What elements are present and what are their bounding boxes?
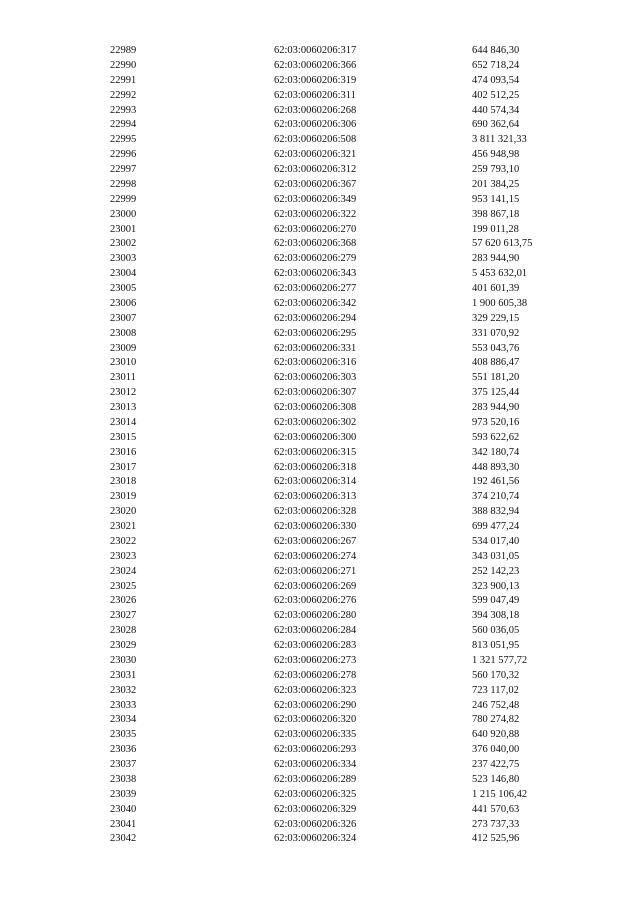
cadastral-number: 62:03:0060206:293	[274, 744, 357, 756]
cadastral-number: 62:03:0060206:320	[274, 714, 357, 726]
cadastral-value: 342 180,74	[472, 446, 520, 458]
cadastral-number: 62:03:0060206:349	[274, 193, 357, 205]
table-row	[110, 580, 590, 595]
table-row	[110, 475, 590, 490]
row-number: 22995	[110, 134, 137, 146]
cadastral-number: 62:03:0060206:314	[274, 476, 357, 488]
cadastral-value: 237 422,75	[472, 759, 520, 770]
cadastral-value: 376 040,00	[472, 744, 520, 756]
cadastral-value: 593 622,62	[472, 431, 520, 443]
table-row	[110, 342, 590, 357]
cadastral-number: 62:03:0060206:289	[274, 773, 357, 785]
table-row	[110, 505, 590, 520]
row-number: 23012	[110, 387, 137, 399]
cadastral-number: 62:03:0060206:316	[274, 357, 357, 369]
table-row	[110, 684, 590, 699]
row-number: 23033	[110, 699, 137, 711]
cadastral-number: 62:03:0060206:267	[274, 535, 357, 547]
cadastral-number: 62:03:0060206:324	[274, 833, 357, 845]
cadastral-value: 523 146,80	[472, 773, 520, 785]
row-number: 23035	[110, 729, 137, 741]
table-row	[110, 312, 590, 327]
cadastral-value: 1 321 577,72	[472, 654, 528, 666]
table-row	[110, 461, 590, 476]
table-row	[110, 74, 590, 89]
table-row	[110, 431, 590, 446]
cadastral-value: 192 461,56	[472, 476, 520, 488]
table-row	[110, 371, 590, 386]
cadastral-number: 62:03:0060206:290	[274, 699, 357, 711]
table-row	[110, 713, 590, 728]
table-row	[110, 803, 590, 818]
table-row	[110, 252, 590, 267]
cadastral-value: 412 525,96	[472, 833, 520, 845]
cadastral-number: 62:03:0060206:313	[274, 491, 357, 503]
row-number: 23032	[110, 684, 137, 696]
row-number: 23013	[110, 402, 137, 413]
cadastral-number: 62:03:0060206:302	[274, 416, 357, 428]
cadastral-value: 402 512,25	[472, 89, 520, 101]
table-row	[110, 327, 590, 342]
table-row	[110, 237, 590, 252]
cadastral-number: 62:03:0060206:325	[274, 788, 357, 800]
table-row	[110, 490, 590, 505]
cadastral-value: 57 620 613,75	[472, 238, 533, 250]
cadastral-number: 62:03:0060206:331	[274, 342, 357, 354]
cadastral-value: 560 170,32	[472, 669, 520, 681]
cadastral-number: 62:03:0060206:342	[274, 297, 357, 309]
cadastral-number: 62:03:0060206:329	[274, 803, 357, 815]
cadastral-value: 456 948,98	[472, 149, 520, 161]
cadastral-value: 408 886,47	[472, 357, 520, 369]
cadastral-value: 640 920,88	[472, 729, 520, 741]
row-number: 22991	[110, 74, 137, 86]
row-number: 22992	[110, 89, 137, 101]
row-number: 23014	[110, 416, 137, 428]
table-row	[110, 104, 590, 119]
table-row	[110, 758, 590, 773]
cadastral-value: 813 051,95	[472, 640, 520, 651]
cadastral-value: 283 944,90	[472, 253, 520, 265]
row-number: 23003	[110, 253, 137, 265]
cadastral-value: 375 125,44	[472, 387, 520, 399]
row-number: 23023	[110, 550, 137, 562]
row-number: 23027	[110, 610, 137, 622]
row-number: 22999	[110, 193, 137, 205]
cadastral-number: 62:03:0060206:318	[274, 461, 357, 473]
cadastral-value: 560 036,05	[472, 625, 520, 637]
table-row	[110, 44, 590, 59]
cadastral-value: 780 274,82	[472, 714, 520, 726]
row-number: 22993	[110, 104, 137, 116]
cadastral-value: 440 574,34	[472, 104, 520, 116]
table-row	[110, 178, 590, 193]
row-number: 23005	[110, 283, 137, 294]
cadastral-value: 331 070,92	[472, 327, 520, 339]
row-number: 23029	[110, 640, 137, 651]
row-number: 23036	[110, 744, 137, 756]
cadastral-number: 62:03:0060206:321	[274, 149, 357, 161]
cadastral-value: 388 832,94	[472, 506, 520, 518]
cadastral-number: 62:03:0060206:368	[274, 238, 357, 250]
cadastral-value: 699 477,24	[472, 521, 520, 532]
cadastral-number: 62:03:0060206:268	[274, 104, 357, 116]
table-row	[110, 282, 590, 297]
table-row	[110, 148, 590, 163]
row-number: 23008	[110, 327, 137, 339]
row-number: 23022	[110, 535, 137, 547]
table-row	[110, 535, 590, 550]
cadastral-value-table	[110, 44, 590, 847]
cadastral-number: 62:03:0060206:280	[274, 610, 357, 622]
table-row	[110, 133, 590, 148]
table-row	[110, 163, 590, 178]
row-number: 23015	[110, 431, 137, 443]
cadastral-number: 62:03:0060206:303	[274, 372, 357, 384]
row-number: 23041	[110, 818, 137, 830]
cadastral-value: 394 308,18	[472, 610, 520, 622]
cadastral-number: 62:03:0060206:335	[274, 729, 357, 741]
cadastral-value: 474 093,54	[472, 74, 520, 86]
cadastral-number: 62:03:0060206:367	[274, 178, 357, 190]
table-row	[110, 550, 590, 565]
cadastral-number: 62:03:0060206:274	[274, 550, 357, 562]
row-number: 23026	[110, 595, 137, 607]
table-row	[110, 267, 590, 282]
row-number: 23025	[110, 580, 137, 592]
row-number: 23006	[110, 297, 137, 309]
cadastral-value: 5 453 632,01	[472, 268, 528, 280]
cadastral-value: 259 793,10	[472, 164, 520, 175]
cadastral-value: 973 520,16	[472, 416, 520, 428]
table-row	[110, 594, 590, 609]
row-number: 23038	[110, 773, 137, 785]
row-number: 23010	[110, 357, 137, 369]
cadastral-value: 329 229,15	[472, 312, 520, 324]
table-row	[110, 728, 590, 743]
cadastral-value: 343 031,05	[472, 550, 520, 562]
cadastral-number: 62:03:0060206:270	[274, 223, 357, 235]
cadastral-value: 553 043,76	[472, 342, 520, 354]
cadastral-number: 62:03:0060206:326	[274, 818, 357, 830]
row-number: 23031	[110, 669, 137, 681]
cadastral-value: 690 362,64	[472, 119, 520, 131]
row-number: 22998	[110, 178, 137, 190]
row-number: 23009	[110, 342, 137, 354]
table-row	[110, 669, 590, 684]
cadastral-number: 62:03:0060206:276	[274, 595, 357, 607]
cadastral-number: 62:03:0060206:330	[274, 521, 357, 532]
row-number: 22990	[110, 59, 137, 71]
table-row	[110, 609, 590, 624]
cadastral-number: 62:03:0060206:283	[274, 640, 357, 651]
cadastral-number: 62:03:0060206:284	[274, 625, 357, 637]
cadastral-number: 62:03:0060206:278	[274, 669, 357, 681]
cadastral-number: 62:03:0060206:319	[274, 74, 357, 86]
table-row	[110, 401, 590, 416]
cadastral-number: 62:03:0060206:271	[274, 565, 357, 577]
row-number: 23017	[110, 461, 137, 473]
row-number: 22996	[110, 149, 137, 161]
table-row	[110, 639, 590, 654]
row-number: 23039	[110, 788, 137, 800]
cadastral-number: 62:03:0060206:366	[274, 59, 357, 71]
table-row	[110, 386, 590, 401]
cadastral-value: 551 181,20	[472, 372, 520, 384]
row-number: 23034	[110, 714, 137, 726]
cadastral-number: 62:03:0060206:317	[274, 45, 357, 56]
cadastral-number: 62:03:0060206:312	[274, 164, 357, 175]
row-number: 23030	[110, 654, 137, 666]
table-row	[110, 699, 590, 714]
table-row	[110, 743, 590, 758]
table-row	[110, 208, 590, 223]
cadastral-value: 723 117,02	[472, 684, 519, 696]
cadastral-number: 62:03:0060206:269	[274, 580, 357, 592]
table-row	[110, 297, 590, 312]
row-number: 23042	[110, 833, 137, 845]
cadastral-value: 652 718,24	[472, 59, 520, 71]
row-number: 23028	[110, 625, 137, 637]
cadastral-value: 273 737,33	[472, 818, 520, 830]
cadastral-number: 62:03:0060206:323	[274, 684, 357, 696]
table-row	[110, 416, 590, 431]
cadastral-number: 62:03:0060206:508	[274, 134, 357, 146]
cadastral-value: 401 601,39	[472, 283, 520, 294]
table-row	[110, 624, 590, 639]
table-row	[110, 118, 590, 133]
table-row	[110, 59, 590, 74]
row-number: 23019	[110, 491, 137, 503]
cadastral-value: 441 570,63	[472, 803, 520, 815]
row-number: 23018	[110, 476, 137, 488]
cadastral-number: 62:03:0060206:315	[274, 446, 357, 458]
cadastral-value: 398 867,18	[472, 208, 520, 220]
cadastral-value: 252 142,23	[472, 565, 520, 577]
cadastral-value: 599 047,49	[472, 595, 520, 607]
row-number: 23037	[110, 759, 137, 770]
cadastral-value: 1 900 605,38	[472, 297, 528, 309]
cadastral-number: 62:03:0060206:295	[274, 327, 357, 339]
table-row	[110, 654, 590, 669]
cadastral-value: 644 846,30	[472, 45, 520, 56]
cadastral-value: 323 900,13	[472, 580, 520, 592]
cadastral-number: 62:03:0060206:343	[274, 268, 357, 280]
table-row	[110, 832, 590, 847]
row-number: 23024	[110, 565, 137, 577]
cadastral-number: 62:03:0060206:277	[274, 283, 357, 294]
cadastral-value: 246 752,48	[472, 699, 520, 711]
cadastral-number: 62:03:0060206:322	[274, 208, 357, 220]
cadastral-value: 534 017,40	[472, 535, 520, 547]
cadastral-number: 62:03:0060206:328	[274, 506, 357, 518]
cadastral-value: 374 210,74	[472, 491, 520, 503]
table-row	[110, 520, 590, 535]
row-number: 22997	[110, 164, 137, 175]
cadastral-value: 199 011,28	[472, 223, 519, 235]
cadastral-number: 62:03:0060206:294	[274, 312, 357, 324]
cadastral-value: 3 811 321,33	[472, 134, 527, 146]
table-row	[110, 788, 590, 803]
table-row	[110, 356, 590, 371]
cadastral-number: 62:03:0060206:300	[274, 431, 357, 443]
row-number: 23004	[110, 268, 137, 280]
table-row	[110, 223, 590, 238]
row-number: 23020	[110, 506, 137, 518]
row-number: 22994	[110, 119, 137, 131]
cadastral-number: 62:03:0060206:306	[274, 119, 357, 131]
cadastral-number: 62:03:0060206:273	[274, 654, 357, 666]
cadastral-number: 62:03:0060206:334	[274, 759, 357, 770]
cadastral-number: 62:03:0060206:311	[274, 89, 356, 101]
cadastral-value: 448 893,30	[472, 461, 520, 473]
row-number: 23000	[110, 208, 137, 220]
table-row	[110, 565, 590, 580]
table-row	[110, 773, 590, 788]
cadastral-number: 62:03:0060206:308	[274, 402, 357, 413]
row-number: 23021	[110, 521, 137, 532]
cadastral-value: 953 141,15	[472, 193, 520, 205]
table-row	[110, 193, 590, 208]
row-number: 23007	[110, 312, 137, 324]
table-row	[110, 446, 590, 461]
row-number: 23002	[110, 238, 137, 250]
cadastral-number: 62:03:0060206:307	[274, 387, 357, 399]
table-row	[110, 89, 590, 104]
cadastral-number: 62:03:0060206:279	[274, 253, 357, 265]
row-number: 23011	[110, 372, 136, 384]
cadastral-value: 1 215 106,42	[472, 788, 528, 800]
row-number: 23016	[110, 446, 137, 458]
table-row	[110, 818, 590, 833]
row-number: 22989	[110, 45, 137, 56]
row-number: 23040	[110, 803, 137, 815]
cadastral-value: 201 384,25	[472, 178, 520, 190]
row-number: 23001	[110, 223, 137, 235]
cadastral-value: 283 944,90	[472, 402, 520, 413]
